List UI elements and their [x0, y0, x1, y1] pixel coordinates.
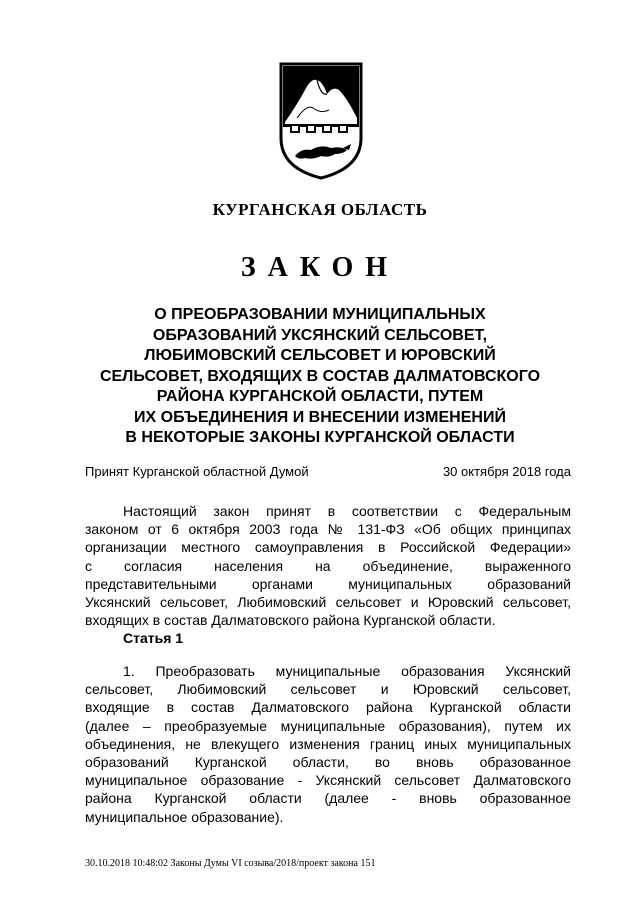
adopted-date: 30 октября 2018 года: [442, 464, 571, 479]
title-line: СЕЛЬСОВЕТ, ВХОДЯЩИХ В СОСТАВ ДАЛМАТОВСКОГО: [99, 367, 541, 385]
preamble-line: представительными органами муниципальных образований: [85, 575, 571, 592]
article1-line: объединения, не влекущего изменения границ иных муниципальных: [85, 735, 571, 752]
law-title: [80, 305, 560, 449]
preamble-line: Уксянский сельсовет, Любимовский сельсовет и Юровский сельсовет,: [85, 593, 571, 610]
preamble-line: с согласия населения на объединение, выраженного: [85, 557, 571, 574]
document-footer: 30.10.2018 10:48:02 Законы Думы VI созыва/2018/проект закона 151: [85, 858, 376, 869]
article1-line: муниципальное образование).: [85, 808, 284, 825]
preamble-line: входящих в состав Далматовского района Курганской области.: [85, 612, 496, 629]
title-line: ЛЮБИМОВСКИЙ СЕЛЬСОВЕТ И ЮРОВСКИЙ: [144, 347, 496, 364]
preamble-line: законом от 6 октября 2003 года № 131-ФЗ «Об общих принципах: [85, 521, 571, 538]
article1-line: муниципальное образование - Уксянский сельсовет Далматовского: [85, 772, 571, 789]
article1-line: района Курганской области (далее - вновь образованное: [85, 790, 571, 807]
document-type: ЗАКОН: [240, 252, 400, 283]
preamble-line: организации местного самоуправления в Российской Федерации»: [85, 539, 571, 556]
article-heading: Статья 1: [123, 630, 184, 646]
title-line: ИХ ОБЪЕДИНЕНИЯ И ВНЕСЕНИИ ИЗМЕНЕНИЙ: [134, 408, 506, 426]
adopted-by: Принят Курганской областной Думой: [85, 464, 309, 479]
title-line: РАЙОНА КУРГАНСКОЙ ОБЛАСТИ, ПУТЕМ: [156, 388, 484, 405]
title-line: В НЕКОТОРЫЕ ЗАКОНЫ КУРГАНСКОЙ ОБЛАСТИ: [125, 429, 515, 446]
preamble-paragraph: [85, 502, 571, 629]
article1-line: сельсовет, Любимовский сельсовет и Юровский сельсовет,: [85, 681, 571, 698]
title-line: ОБРАЗОВАНИЙ УКСЯНСКИЙ СЕЛЬСОВЕТ,: [152, 326, 488, 344]
article1-line: образований Курганской области, во вновь образованное: [85, 753, 571, 770]
article1-line: входящие в состав Далматовского района Курганской области: [85, 699, 571, 716]
region-name: КУРГАНСКАЯ ОБЛАСТЬ: [212, 200, 428, 219]
article1-line: 1. Преобразовать муниципальные образования Уксянский: [123, 663, 571, 679]
article1-line: (далее – преобразуемые муниципальные образования), путем их: [85, 717, 571, 734]
preamble-line: Настоящий закон принят в соответствии с Федеральным: [123, 503, 571, 519]
coat-of-arms-emblem: [277, 60, 365, 182]
title-line: О ПРЕОБРАЗОВАНИИ МУНИЦИПАЛЬНЫХ: [154, 306, 486, 323]
article1-paragraph: [85, 662, 571, 826]
